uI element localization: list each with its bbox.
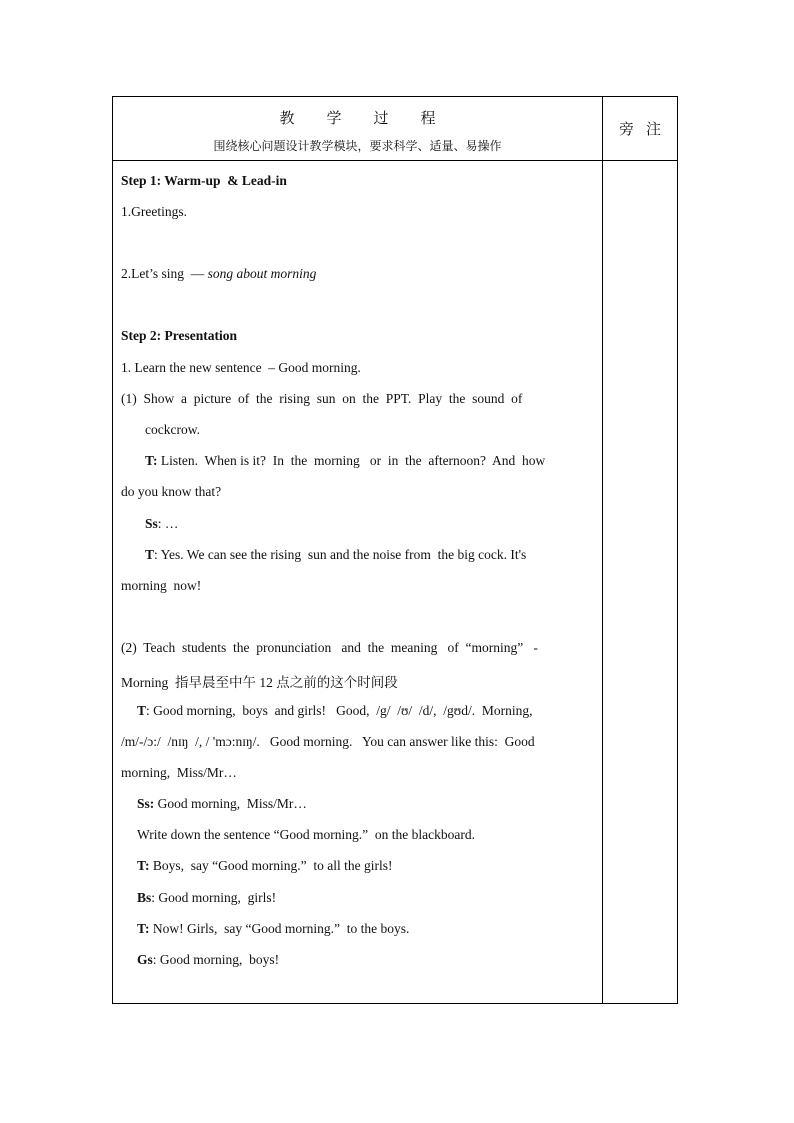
- text-run: cockcrow.: [145, 422, 200, 437]
- text-run: T:: [145, 453, 158, 468]
- step-heading: [121, 328, 237, 344]
- lesson-line: [137, 827, 475, 843]
- text-run: (2) Teach students the pronunciation and the meaning of “morning” -: [121, 640, 538, 655]
- text-run: song about morning: [207, 266, 317, 281]
- lesson-line: [145, 516, 178, 532]
- text-run: morning now!: [121, 578, 202, 593]
- lesson-line: [121, 578, 201, 594]
- text-run: Step 2: Presentation: [121, 328, 237, 343]
- lesson-table: [112, 96, 678, 1004]
- text-run: morning, Miss/Mr…: [121, 765, 237, 780]
- lesson-line: [121, 671, 398, 691]
- side-char: 注: [646, 122, 662, 138]
- lesson-line: [145, 453, 545, 469]
- lesson-line: [121, 640, 538, 656]
- text-run: Ss:: [137, 796, 155, 811]
- lesson-line: [137, 890, 276, 906]
- lesson-line: [121, 484, 221, 500]
- lesson-line: [121, 266, 316, 282]
- title-char: 程: [420, 111, 436, 127]
- table-title: [113, 107, 602, 128]
- lesson-line: [137, 921, 409, 937]
- side-notes-header: [602, 97, 678, 160]
- lesson-line: [121, 734, 535, 750]
- text-run: /m/-/ɔ:/ /nɪŋ /, / 'mɔ:nɪŋ/. Good morning. You can answer like this: Good: [121, 734, 535, 749]
- table-subtitle: 围绕核心问题设计教学模块，要求科学、适量、易操作: [213, 139, 502, 153]
- lesson-line: [137, 703, 532, 719]
- lesson-line: [121, 765, 237, 781]
- text-run: Bs: [137, 890, 152, 905]
- step-heading: [121, 173, 287, 189]
- text-run: T:: [137, 921, 150, 936]
- text-run: Write down the sentence “Good morning.” on the blackboard.: [137, 827, 475, 842]
- text-run: Gs: [137, 952, 153, 967]
- title-char: 教: [279, 111, 295, 127]
- text-run: : Good morning, boys and girls! Good, /g/ /ʊ/ /d/, /gʊd/. Morning,: [146, 703, 533, 718]
- lesson-line: [137, 952, 279, 968]
- text-run: : Good morning, boys!: [152, 952, 280, 967]
- text-run: : …: [157, 516, 179, 531]
- lesson-line: [145, 422, 200, 438]
- lesson-line: [121, 360, 361, 376]
- text-run: Now! Girls, say “Good morning.” to the boys.: [149, 921, 410, 936]
- text-run: 1.Greetings.: [121, 204, 187, 219]
- lesson-line: [121, 391, 522, 407]
- lesson-line: [137, 858, 392, 874]
- text-run: : Good morning, girls!: [151, 890, 277, 905]
- text-run: Step 1: Warm-up & Lead-in: [121, 173, 287, 188]
- text-run: T: [145, 547, 155, 562]
- text-run: T: [137, 703, 147, 718]
- text-run: 2.Let’s sing —: [121, 266, 208, 281]
- text-run: Good morning, Miss/Mr…: [154, 796, 307, 811]
- text-run: Boys, say “Good morning.” to all the girls!: [149, 858, 393, 873]
- lesson-line: [137, 796, 307, 812]
- title-char: 过: [373, 111, 389, 127]
- lesson-line: [145, 547, 526, 563]
- title-char: 学: [326, 111, 342, 127]
- text-run: do you know that?: [121, 484, 222, 499]
- text-run: Ss: [145, 516, 158, 531]
- lesson-line: [121, 204, 187, 220]
- text-run: T:: [137, 858, 150, 873]
- text-run: Morning 指早晨至中午 12 点之前的这个时间段: [121, 675, 398, 690]
- column-divider: [602, 97, 603, 1003]
- text-run: (1) Show a picture of the rising sun on the PPT. Play the sound of: [121, 391, 523, 406]
- header-divider: [113, 160, 677, 161]
- text-run: 1. Learn the new sentence – Good morning.: [121, 360, 361, 375]
- text-run: : Yes. We can see the rising sun and the noise from the big cock. It's: [154, 547, 527, 562]
- text-run: Listen. When is it? In the morning or in the afternoon? And how: [157, 453, 546, 468]
- side-char: 旁: [618, 122, 634, 138]
